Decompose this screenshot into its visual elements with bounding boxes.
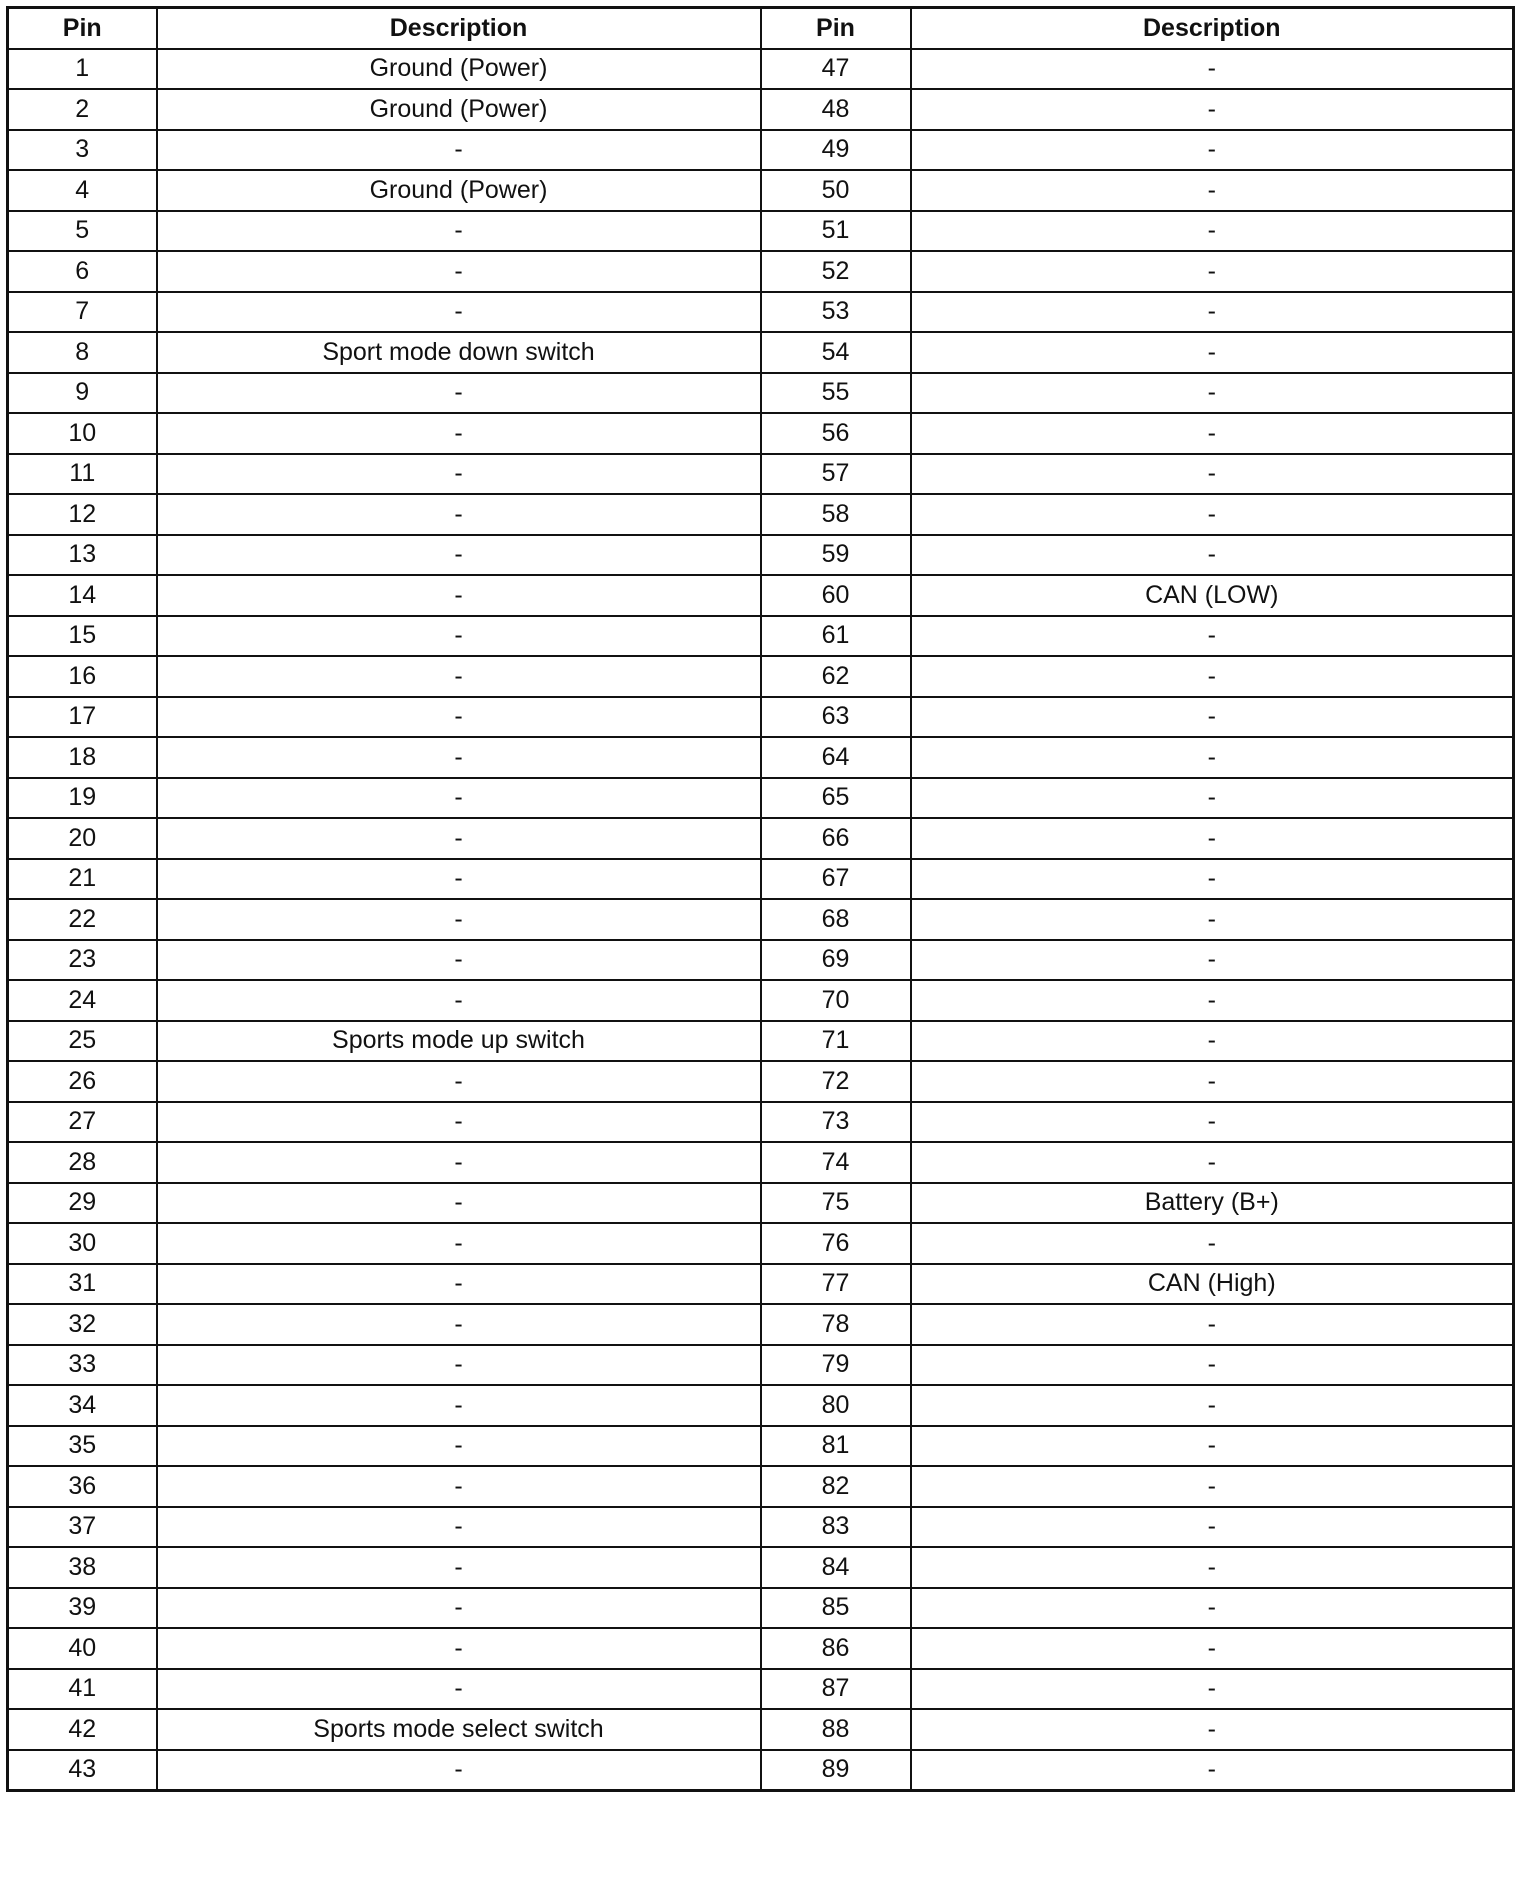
pin-description-left: - bbox=[157, 1466, 761, 1507]
table-row bbox=[8, 1466, 1514, 1507]
pin-description-right: - bbox=[911, 656, 1514, 697]
pin-number-left: 6 bbox=[8, 251, 157, 292]
pin-number-left: 8 bbox=[8, 332, 157, 373]
table-row bbox=[8, 413, 1514, 454]
table-row bbox=[8, 899, 1514, 940]
table-row bbox=[8, 332, 1514, 373]
pin-description-left: - bbox=[157, 1223, 761, 1264]
pin-number-right: 68 bbox=[761, 899, 911, 940]
pin-number-right: 65 bbox=[761, 778, 911, 819]
pin-number-left: 4 bbox=[8, 170, 157, 211]
pin-description-left: - bbox=[157, 535, 761, 576]
pin-number-right: 50 bbox=[761, 170, 911, 211]
pin-description-left: - bbox=[157, 980, 761, 1021]
pin-number-left: 18 bbox=[8, 737, 157, 778]
pin-number-right: 49 bbox=[761, 130, 911, 171]
pin-number-right: 83 bbox=[761, 1507, 911, 1548]
table-row bbox=[8, 818, 1514, 859]
table-row bbox=[8, 292, 1514, 333]
pin-description-left: - bbox=[157, 1507, 761, 1548]
pin-number-right: 61 bbox=[761, 616, 911, 657]
pin-description-right: Battery (B+) bbox=[911, 1183, 1514, 1224]
pin-number-right: 56 bbox=[761, 413, 911, 454]
pin-number-left: 31 bbox=[8, 1264, 157, 1305]
pin-description-left: Sports mode select switch bbox=[157, 1709, 761, 1750]
header-description-right: Description bbox=[911, 8, 1514, 49]
pin-number-left: 3 bbox=[8, 130, 157, 171]
pin-description-left: - bbox=[157, 1588, 761, 1629]
pin-rows bbox=[8, 49, 1514, 1791]
pin-description-right: - bbox=[911, 1102, 1514, 1143]
table-row bbox=[8, 454, 1514, 495]
pin-description-right: - bbox=[911, 1021, 1514, 1062]
pin-number-left: 30 bbox=[8, 1223, 157, 1264]
pin-number-left: 17 bbox=[8, 697, 157, 738]
pin-description-left: - bbox=[157, 1345, 761, 1386]
pin-description-left: - bbox=[157, 899, 761, 940]
pin-description-left: Sports mode up switch bbox=[157, 1021, 761, 1062]
pin-number-left: 27 bbox=[8, 1102, 157, 1143]
pin-description-left: - bbox=[157, 373, 761, 414]
pin-description-left: - bbox=[157, 737, 761, 778]
pin-number-right: 69 bbox=[761, 940, 911, 981]
pin-description-right: - bbox=[911, 1547, 1514, 1588]
pin-number-right: 75 bbox=[761, 1183, 911, 1224]
pin-description-left: - bbox=[157, 778, 761, 819]
table-row bbox=[8, 1628, 1514, 1669]
pin-description-right: - bbox=[911, 535, 1514, 576]
pin-number-right: 74 bbox=[761, 1142, 911, 1183]
pin-description-left: - bbox=[157, 616, 761, 657]
pin-description-right: - bbox=[911, 818, 1514, 859]
pin-number-left: 24 bbox=[8, 980, 157, 1021]
pin-description-left: - bbox=[157, 130, 761, 171]
pin-description-right: - bbox=[911, 89, 1514, 130]
pin-description-left: - bbox=[157, 859, 761, 900]
pin-number-right: 53 bbox=[761, 292, 911, 333]
pin-number-left: 39 bbox=[8, 1588, 157, 1629]
pin-number-left: 29 bbox=[8, 1183, 157, 1224]
pin-description-right: - bbox=[911, 1628, 1514, 1669]
table-row bbox=[8, 1264, 1514, 1305]
pin-number-right: 58 bbox=[761, 494, 911, 535]
pin-description-left: - bbox=[157, 818, 761, 859]
pin-number-left: 2 bbox=[8, 89, 157, 130]
header-row bbox=[8, 8, 1514, 49]
pin-number-right: 62 bbox=[761, 656, 911, 697]
pin-number-left: 34 bbox=[8, 1385, 157, 1426]
pin-description-left: - bbox=[157, 1547, 761, 1588]
table-row bbox=[8, 1061, 1514, 1102]
pin-number-right: 70 bbox=[761, 980, 911, 1021]
pin-description-right: - bbox=[911, 211, 1514, 252]
table-row bbox=[8, 1709, 1514, 1750]
table-row bbox=[8, 130, 1514, 171]
pin-description-right: - bbox=[911, 1061, 1514, 1102]
pin-description-left: - bbox=[157, 656, 761, 697]
pin-description-left: Sport mode down switch bbox=[157, 332, 761, 373]
pin-description-right: - bbox=[911, 1709, 1514, 1750]
table-row bbox=[8, 89, 1514, 130]
pin-number-left: 5 bbox=[8, 211, 157, 252]
pin-number-right: 79 bbox=[761, 1345, 911, 1386]
pin-description-left: Ground (Power) bbox=[157, 170, 761, 211]
pin-number-right: 88 bbox=[761, 1709, 911, 1750]
pin-number-left: 10 bbox=[8, 413, 157, 454]
pin-description-left: - bbox=[157, 454, 761, 495]
table-row bbox=[8, 778, 1514, 819]
pin-description-right: - bbox=[911, 737, 1514, 778]
pin-description-left: - bbox=[157, 413, 761, 454]
table-row bbox=[8, 859, 1514, 900]
pin-number-left: 38 bbox=[8, 1547, 157, 1588]
pin-number-left: 1 bbox=[8, 49, 157, 90]
pin-description-right: - bbox=[911, 899, 1514, 940]
pin-description-right: - bbox=[911, 1304, 1514, 1345]
pin-number-right: 84 bbox=[761, 1547, 911, 1588]
pin-number-right: 64 bbox=[761, 737, 911, 778]
pin-number-right: 78 bbox=[761, 1304, 911, 1345]
table-row bbox=[8, 1304, 1514, 1345]
pin-number-right: 72 bbox=[761, 1061, 911, 1102]
pin-number-right: 85 bbox=[761, 1588, 911, 1629]
table-row bbox=[8, 737, 1514, 778]
pin-number-left: 9 bbox=[8, 373, 157, 414]
table-row bbox=[8, 1223, 1514, 1264]
pin-description-right: - bbox=[911, 1223, 1514, 1264]
table-row bbox=[8, 1021, 1514, 1062]
pin-description-right: CAN (LOW) bbox=[911, 575, 1514, 616]
pin-number-left: 43 bbox=[8, 1750, 157, 1791]
pin-number-right: 57 bbox=[761, 454, 911, 495]
pin-description-left: - bbox=[157, 1750, 761, 1791]
table-row bbox=[8, 1142, 1514, 1183]
table-row bbox=[8, 575, 1514, 616]
table-row bbox=[8, 1183, 1514, 1224]
pin-description-right: - bbox=[911, 251, 1514, 292]
pin-description-left: - bbox=[157, 1102, 761, 1143]
pin-description-right: - bbox=[911, 413, 1514, 454]
pin-description-right: - bbox=[911, 1466, 1514, 1507]
pin-number-left: 7 bbox=[8, 292, 157, 333]
pin-description-left: - bbox=[157, 251, 761, 292]
pin-description-right: - bbox=[911, 940, 1514, 981]
pin-description-left: - bbox=[157, 1426, 761, 1467]
pin-description-right: - bbox=[911, 859, 1514, 900]
pin-description-right: - bbox=[911, 1588, 1514, 1629]
header-description-left: Description bbox=[157, 8, 761, 49]
pin-number-right: 86 bbox=[761, 1628, 911, 1669]
pin-number-right: 54 bbox=[761, 332, 911, 373]
pin-number-right: 80 bbox=[761, 1385, 911, 1426]
pin-number-right: 66 bbox=[761, 818, 911, 859]
pin-description-right: - bbox=[911, 332, 1514, 373]
table-row bbox=[8, 494, 1514, 535]
header-pin-left: Pin bbox=[8, 8, 157, 49]
pin-description-right: - bbox=[911, 616, 1514, 657]
pin-number-left: 12 bbox=[8, 494, 157, 535]
pin-description-right: - bbox=[911, 49, 1514, 90]
pin-description-left: - bbox=[157, 494, 761, 535]
pin-number-left: 11 bbox=[8, 454, 157, 495]
pin-description-right: CAN (High) bbox=[911, 1264, 1514, 1305]
header-pin-right: Pin bbox=[761, 8, 911, 49]
pin-number-right: 47 bbox=[761, 49, 911, 90]
pin-number-left: 37 bbox=[8, 1507, 157, 1548]
pin-description-left: - bbox=[157, 1304, 761, 1345]
pin-number-left: 19 bbox=[8, 778, 157, 819]
table-row bbox=[8, 211, 1514, 252]
pin-number-left: 16 bbox=[8, 656, 157, 697]
pin-description-left: - bbox=[157, 1669, 761, 1710]
pin-description-left: - bbox=[157, 575, 761, 616]
pin-number-left: 21 bbox=[8, 859, 157, 900]
pin-description-left: Ground (Power) bbox=[157, 49, 761, 90]
pin-description-right: - bbox=[911, 454, 1514, 495]
pin-description-left: - bbox=[157, 1385, 761, 1426]
table-row bbox=[8, 1588, 1514, 1629]
pin-number-left: 13 bbox=[8, 535, 157, 576]
pin-number-right: 51 bbox=[761, 211, 911, 252]
pin-description-right: - bbox=[911, 494, 1514, 535]
pin-number-right: 77 bbox=[761, 1264, 911, 1305]
pin-number-right: 71 bbox=[761, 1021, 911, 1062]
pin-number-left: 36 bbox=[8, 1466, 157, 1507]
pin-description-right: - bbox=[911, 980, 1514, 1021]
pin-description-right: - bbox=[911, 292, 1514, 333]
pin-number-right: 81 bbox=[761, 1426, 911, 1467]
table-row bbox=[8, 656, 1514, 697]
pin-number-left: 22 bbox=[8, 899, 157, 940]
pin-number-left: 35 bbox=[8, 1426, 157, 1467]
pin-description-left: - bbox=[157, 292, 761, 333]
table-row bbox=[8, 940, 1514, 981]
pin-number-right: 67 bbox=[761, 859, 911, 900]
pin-number-left: 15 bbox=[8, 616, 157, 657]
pin-number-right: 55 bbox=[761, 373, 911, 414]
pin-number-right: 87 bbox=[761, 1669, 911, 1710]
pin-description-right: - bbox=[911, 1385, 1514, 1426]
pin-number-left: 23 bbox=[8, 940, 157, 981]
table-row bbox=[8, 1750, 1514, 1791]
table-row bbox=[8, 49, 1514, 90]
table-row bbox=[8, 1669, 1514, 1710]
pin-description-left: Ground (Power) bbox=[157, 89, 761, 130]
table-row bbox=[8, 373, 1514, 414]
pin-number-right: 59 bbox=[761, 535, 911, 576]
pin-number-right: 48 bbox=[761, 89, 911, 130]
table-row bbox=[8, 1385, 1514, 1426]
table-row bbox=[8, 170, 1514, 211]
pin-number-left: 25 bbox=[8, 1021, 157, 1062]
pin-description-right: - bbox=[911, 373, 1514, 414]
pin-description-right: - bbox=[911, 1750, 1514, 1791]
table-row bbox=[8, 1345, 1514, 1386]
table-row bbox=[8, 980, 1514, 1021]
pin-description-table bbox=[6, 6, 1515, 1792]
pin-number-right: 73 bbox=[761, 1102, 911, 1143]
pin-number-left: 20 bbox=[8, 818, 157, 859]
pin-description-right: - bbox=[911, 697, 1514, 738]
pin-number-right: 89 bbox=[761, 1750, 911, 1791]
pin-number-right: 60 bbox=[761, 575, 911, 616]
table-row bbox=[8, 535, 1514, 576]
pin-description-left: - bbox=[157, 697, 761, 738]
pin-number-left: 41 bbox=[8, 1669, 157, 1710]
table-row bbox=[8, 1507, 1514, 1548]
pin-description-right: - bbox=[911, 778, 1514, 819]
pin-description-left: - bbox=[157, 1061, 761, 1102]
pin-number-left: 32 bbox=[8, 1304, 157, 1345]
pin-number-left: 26 bbox=[8, 1061, 157, 1102]
pin-number-right: 63 bbox=[761, 697, 911, 738]
table-row bbox=[8, 697, 1514, 738]
pin-number-right: 76 bbox=[761, 1223, 911, 1264]
pin-number-left: 28 bbox=[8, 1142, 157, 1183]
table-row bbox=[8, 251, 1514, 292]
table-row bbox=[8, 1102, 1514, 1143]
pin-description-right: - bbox=[911, 130, 1514, 171]
table-row bbox=[8, 616, 1514, 657]
pin-description-right: - bbox=[911, 170, 1514, 211]
pin-number-right: 82 bbox=[761, 1466, 911, 1507]
table-row bbox=[8, 1547, 1514, 1588]
table-row bbox=[8, 1426, 1514, 1467]
pin-description-right: - bbox=[911, 1507, 1514, 1548]
pin-number-right: 52 bbox=[761, 251, 911, 292]
pin-description-right: - bbox=[911, 1142, 1514, 1183]
pin-description-left: - bbox=[157, 211, 761, 252]
pin-description-right: - bbox=[911, 1345, 1514, 1386]
pin-number-left: 42 bbox=[8, 1709, 157, 1750]
pin-description-left: - bbox=[157, 1628, 761, 1669]
pin-description-left: - bbox=[157, 1183, 761, 1224]
pin-description-right: - bbox=[911, 1426, 1514, 1467]
pin-number-left: 14 bbox=[8, 575, 157, 616]
pin-description-left: - bbox=[157, 1142, 761, 1183]
pin-number-left: 40 bbox=[8, 1628, 157, 1669]
pin-description-left: - bbox=[157, 1264, 761, 1305]
pin-description-right: - bbox=[911, 1669, 1514, 1710]
pin-number-left: 33 bbox=[8, 1345, 157, 1386]
pin-description-left: - bbox=[157, 940, 761, 981]
